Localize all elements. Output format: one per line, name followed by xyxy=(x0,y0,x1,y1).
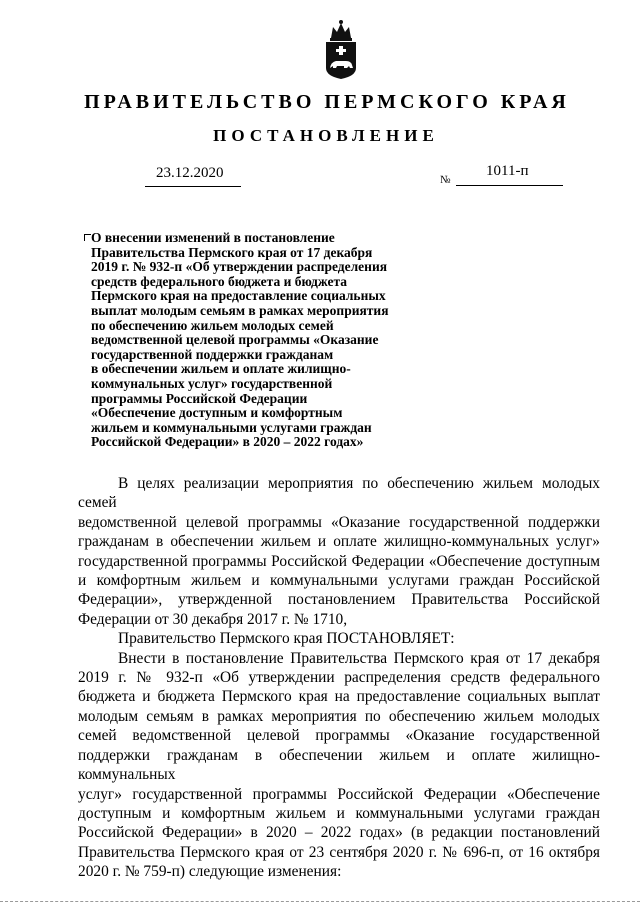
document-type: ПОСТАНОВЛЕНИЕ xyxy=(213,126,439,145)
subject-line: по обеспечению жильем молодых семей xyxy=(91,317,334,333)
subject-line: коммунальных услуг» государственной xyxy=(91,375,333,391)
subject-line: государственной поддержки гражданам xyxy=(91,346,334,362)
body-line: Федерации от 30 декабря 2017 г. № 1710, xyxy=(78,610,348,628)
subject-line: Пермского края на предоставление социальных xyxy=(91,288,386,304)
body-line: гражданам в обеспечении жильем и оплате жилищно-коммунальных услуг» xyxy=(78,533,600,551)
body-line: услуг» государственной программы Российской Федерации «Обеспечение xyxy=(78,785,600,803)
body-line: Российской Федерации» в 2020 – 2022 годах» (в редакции постановлений xyxy=(78,824,600,842)
date-underline xyxy=(145,186,241,187)
organization-title: ПРАВИТЕЛЬСТВО ПЕРМСКОГО КРАЯ xyxy=(84,91,570,113)
subject-line: Правительства Пермского края от 17 декабря xyxy=(91,244,373,260)
subject-line: в обеспечении жильем и оплате жилищно- xyxy=(91,361,351,377)
body-line: 2020 г. № 759-п) следующие изменения: xyxy=(78,863,342,881)
subject-line: ведомственной целевой программы «Оказание xyxy=(91,332,379,348)
document-number: 1011-п xyxy=(486,163,529,179)
document-body xyxy=(78,474,600,882)
body-line: поддержки гражданам в обеспечении жильем и оплате жилищно-коммунальных xyxy=(78,746,600,784)
subject-line: программы Российской Федерации xyxy=(91,390,308,406)
number-underline xyxy=(456,185,563,186)
subject-line: О внесении изменений в постановление xyxy=(91,230,335,245)
paragraph-resolution xyxy=(78,629,600,648)
body-line: В целях реализации мероприятия по обеспечению жильем молодых семей xyxy=(78,475,600,512)
document-date: 23.12.2020 xyxy=(156,165,224,181)
body-line: государственной программы Российской Федерации «Обеспечение доступным xyxy=(78,552,600,570)
body-line: бюджета и бюджета Пермского края на предоставление социальных выплат xyxy=(78,688,600,706)
subject-line: жильем и коммунальными услугами граждан xyxy=(91,419,372,435)
body-line: Правительство Пермского края ПОСТАНОВЛЯЕТ: xyxy=(118,630,455,648)
body-line: 2019 г. № 932-п «Об утверждении распределения средств федерального xyxy=(78,669,600,687)
body-line: Внести в постановление Правительства Пермского края от 17 декабря xyxy=(118,649,600,667)
page-bottom-edge xyxy=(0,901,640,902)
body-line: молодым семьям в рамках мероприятия по обеспечению жильем молодых xyxy=(78,707,600,725)
paragraph-amendments xyxy=(78,649,600,882)
document-subject xyxy=(91,231,441,450)
body-line: семей ведомственной целевой программы «Оказание государственной xyxy=(78,727,600,745)
body-line: Федерации», утвержденной постановлением Правительства Российской xyxy=(78,591,600,609)
subject-line: «Обеспечение доступным и комфортным xyxy=(91,405,343,421)
subject-line: выплат молодым семьям в рамках мероприятия xyxy=(91,302,389,318)
coat-of-arms-icon xyxy=(322,18,360,80)
subject-line: 2019 г. № 932-п «Об утверждении распределения xyxy=(91,259,388,275)
subject-line: средств федерального бюджета и бюджета xyxy=(91,273,348,289)
paragraph-preamble xyxy=(78,474,600,629)
number-sign: № xyxy=(440,174,451,186)
subject-corner-mark xyxy=(84,234,91,241)
body-line: и комфортным жильем и коммунальными услугами граждан Российской xyxy=(78,572,600,590)
body-line: ведомственной целевой программы «Оказание государственной поддержки xyxy=(78,513,600,531)
body-line: Правительства Пермского края от 23 сентября 2020 г. № 696-п, от 16 октября xyxy=(78,843,600,861)
subject-line: Российской Федерации» в 2020 – 2022 годах» xyxy=(91,434,364,450)
body-line: доступным и комфортным жильем и коммунальными услугами граждан xyxy=(78,804,600,822)
